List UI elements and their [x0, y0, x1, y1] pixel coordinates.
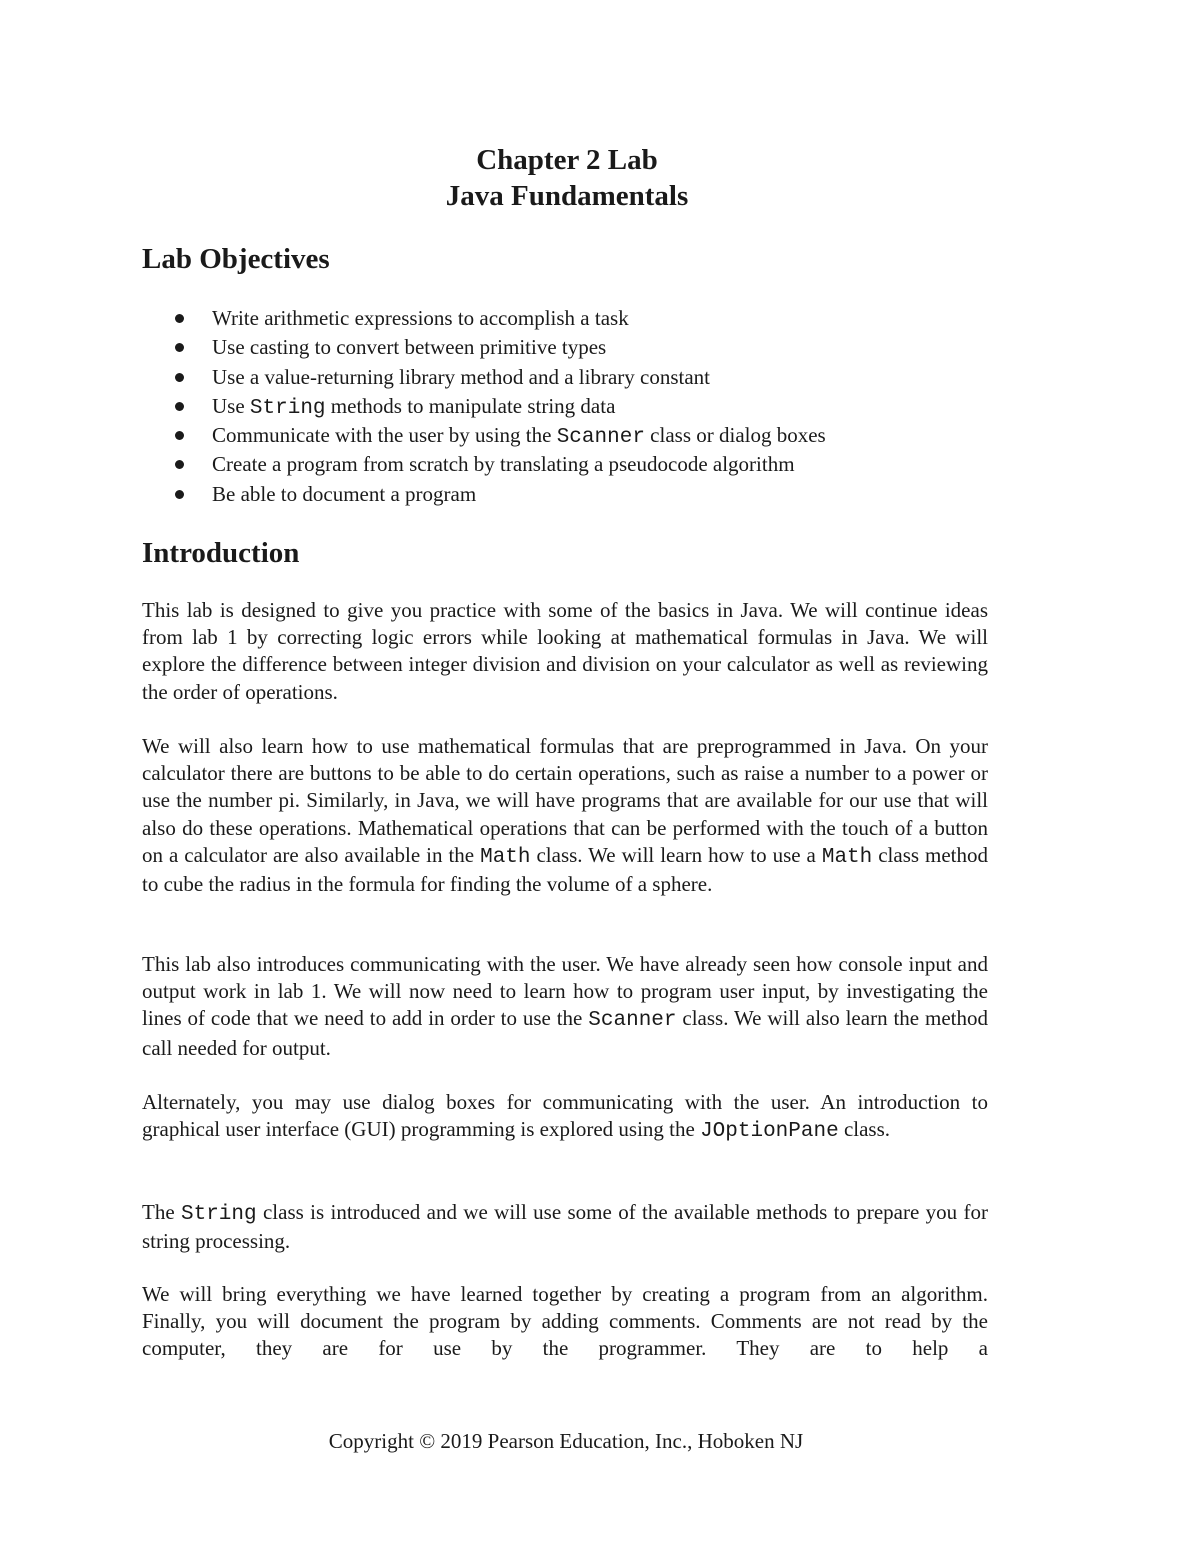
- bullet-icon: [175, 402, 184, 411]
- paragraph-text: class is introduced and we will use some of the available methods to prepare you for string processing.: [142, 1200, 988, 1254]
- intro-paragraph-4: [142, 1089, 988, 1145]
- bullet-icon: [175, 343, 184, 352]
- list-item: [142, 333, 992, 362]
- objective-text: Use: [212, 393, 250, 418]
- intro-paragraph-6: We will bring everything we have learned together by creating a program from an algorithm. Finally, you will document the program by adding comments. Comments are not read by the computer, they are for use by the programmer. They are to help a: [142, 1282, 988, 1361]
- bullet-icon: [175, 431, 184, 440]
- bullet-icon: [175, 314, 184, 323]
- objective-text: methods to manipulate string data: [325, 393, 616, 418]
- intro-paragraph-3: [142, 951, 988, 1062]
- bullet-icon: [175, 373, 184, 382]
- paragraph-text: class.: [838, 1117, 891, 1142]
- list-item: [142, 480, 992, 509]
- objective-text: Write arithmetic expressions to accomplish a task: [212, 306, 629, 330]
- copyright-footer: Copyright © 2019 Pearson Education, Inc., Hoboken NJ: [328, 1429, 804, 1453]
- paragraph-text: class. We will also learn the method call needed for output.: [142, 1006, 988, 1060]
- code-term: JOptionPane: [700, 1120, 839, 1144]
- objective-text: Use casting to convert between primitive types: [212, 335, 607, 360]
- objective-text: class or dialog boxes: [644, 423, 826, 448]
- bullet-icon: [175, 490, 184, 499]
- code-term: String: [181, 1203, 257, 1226]
- objectives-list: [142, 304, 992, 509]
- objective-text: Create a program from scratch by translating a pseudocode algorithm: [212, 452, 795, 477]
- bullet-icon: [175, 460, 184, 469]
- document-title: Chapter 2 Lab: [476, 144, 658, 176]
- code-term: String: [249, 396, 326, 420]
- list-item: [142, 392, 992, 421]
- document-subtitle: Java Fundamentals: [445, 180, 689, 212]
- paragraph-text: Alternately, you may use dialog boxes for communicating with the user. An introduction to graphical user interface (GUI) programming is explored using the: [142, 1090, 988, 1142]
- paragraph-text: We will also learn how to use mathematical formulas that are preprogrammed in Java. On your calculator there are buttons to be able to do certain operations, such as raise a number to a power or use the number pi. Similarly, in Java, we will have programs that are available for our use that will also do these operations. Mathematical operations that can be performed with the touch of a button on a calculator are also available in the: [142, 734, 988, 867]
- objective-text: Communicate with the user by using the: [212, 423, 557, 448]
- code-term: Scanner: [556, 426, 645, 450]
- intro-paragraph-2: [142, 733, 988, 898]
- intro-paragraph-5: [142, 1199, 988, 1255]
- objectives-heading: Lab Objectives: [142, 243, 330, 275]
- code-term: Math: [821, 845, 873, 869]
- objective-text: Be able to document a program: [212, 481, 477, 506]
- objective-text: Use a value-returning library method and a library constant: [212, 364, 710, 389]
- list-item: [142, 421, 992, 450]
- list-item: [142, 304, 992, 333]
- introduction-heading: Introduction: [142, 537, 300, 569]
- paragraph-text: class method to cube the radius in the formula for finding the volume of a sphere.: [142, 842, 989, 897]
- paragraph-text: The: [142, 1200, 181, 1224]
- code-term: Math: [480, 845, 531, 869]
- paragraph-text: This lab also introduces communicating with the user. We have already seen how console input and output work in lab 1. We will now need to learn how to program user input, by investigating the lines of code that we need to add in order to use the: [142, 952, 988, 1031]
- list-item: [142, 450, 992, 479]
- intro-paragraph-1: This lab is designed to give you practice with some of the basics in Java. We will continue ideas from lab 1 by correcting logic errors while looking at mathematical formulas in Java. We will explore the difference between integer division and division on your calculator as well as reviewing the order of operations.: [142, 598, 988, 704]
- list-item: [142, 363, 992, 392]
- paragraph-text: class. We will learn how to use a: [530, 842, 822, 867]
- code-term: Scanner: [588, 1009, 677, 1033]
